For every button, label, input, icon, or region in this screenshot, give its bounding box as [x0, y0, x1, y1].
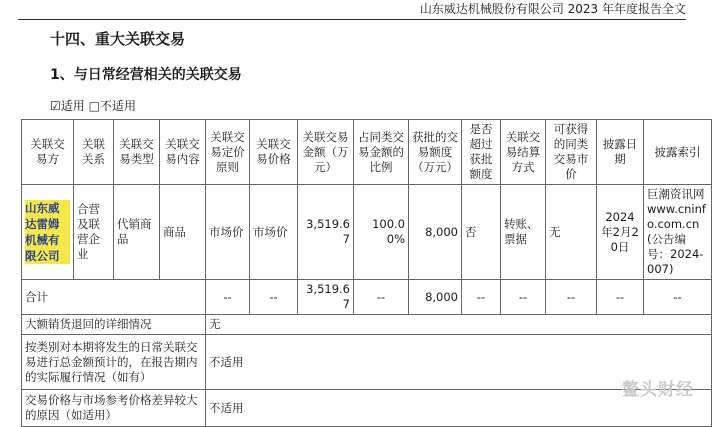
- subsection-title: 1、与日常经营相关的关联交易: [50, 67, 242, 83]
- header-cell: 获批的交易额度（万元）: [409, 120, 462, 185]
- ratio-cell: 100.00%: [354, 185, 409, 280]
- total-dash: --: [206, 280, 250, 315]
- header-cell: 占同类交易金额的比例: [354, 120, 409, 185]
- relation-cell: 合营及联营企业: [74, 185, 114, 280]
- return-label: 大额销货退回的详细情况: [22, 315, 206, 335]
- pricing-principle-cell: 市场价: [206, 185, 250, 280]
- return-row: [22, 315, 712, 335]
- market-price-cell: 无: [546, 185, 597, 280]
- total-dash: --: [644, 280, 712, 315]
- disclosure-index-cell: 巨潮资讯网www.cninfo.com.cn(公告编号：2024-007): [644, 185, 712, 280]
- header-cell: 披露日期: [597, 120, 644, 185]
- header-cell: 关联交易方: [22, 120, 74, 185]
- applicability-line: [50, 97, 136, 114]
- total-dash: --: [546, 280, 597, 315]
- empty-box-icon: □: [88, 99, 100, 113]
- return-value: 无: [206, 315, 712, 335]
- not-applicable-label: 不适用: [99, 99, 136, 113]
- total-dash: --: [354, 280, 409, 315]
- approved-limit-cell: 8,000: [409, 185, 462, 280]
- disclosure-date-cell: 2024年2月20日: [597, 185, 644, 280]
- applicable-label: 适用: [60, 99, 85, 113]
- header-row: [22, 120, 712, 185]
- header-cell: 关联关系: [74, 120, 114, 185]
- report-header: 山东威达机械股份有限公司 2023 年年度报告全文: [18, 0, 686, 20]
- price-diff-label: 交易价格与市场参考价格差异较大的原因（如适用）: [22, 390, 206, 427]
- total-dash: --: [501, 280, 546, 315]
- party-name-highlight: 山东威达雷姆机械有限公司: [25, 200, 70, 264]
- total-dash: --: [597, 280, 644, 315]
- price-diff-value: 不适用: [206, 390, 712, 427]
- header-cell: 关联交易定价原则: [206, 120, 250, 185]
- header-cell: 关联交易价格: [250, 120, 298, 185]
- header-cell: 关联交易类型: [114, 120, 160, 185]
- header-cell: 关联交易金额（万元）: [298, 120, 354, 185]
- price-cell: 市场价: [250, 185, 298, 280]
- section-title: 十四、重大关联交易: [50, 30, 186, 48]
- header-cell: 可获得的同类交易市价: [546, 120, 597, 185]
- estimate-row: [22, 335, 712, 390]
- total-row: [22, 280, 712, 315]
- estimate-value: 不适用: [206, 335, 712, 390]
- exceed-cell: 否: [462, 185, 501, 280]
- watermark-logo: 鳌头财经: [622, 380, 694, 400]
- related-transaction-table: [21, 119, 712, 427]
- total-label: 合计: [22, 280, 206, 315]
- total-approved-limit: 8,000: [409, 280, 462, 315]
- content-cell: 商品: [160, 185, 206, 280]
- amount-cell: 3,519.67: [298, 185, 354, 280]
- price-diff-row: [22, 390, 712, 427]
- type-cell: 代销商品: [114, 185, 160, 280]
- settlement-cell: 转账、票据: [501, 185, 546, 280]
- header-cell: 关联交易内容: [160, 120, 206, 185]
- table-row: [22, 185, 712, 280]
- total-dash: --: [462, 280, 501, 315]
- estimate-label: 按类别对本期将发生的日常关联交易进行总金额预计的，在报告期内的实际履行情况（如有）: [22, 335, 206, 390]
- checked-box-icon: ☑: [50, 99, 61, 113]
- party-cell: [22, 185, 74, 280]
- total-amount: 3,519.67: [298, 280, 354, 315]
- header-cell: 关联交易结算方式: [501, 120, 546, 185]
- header-cell: 是否超过获批额度: [462, 120, 501, 185]
- total-dash: --: [250, 280, 298, 315]
- header-cell: 披露索引: [644, 120, 712, 185]
